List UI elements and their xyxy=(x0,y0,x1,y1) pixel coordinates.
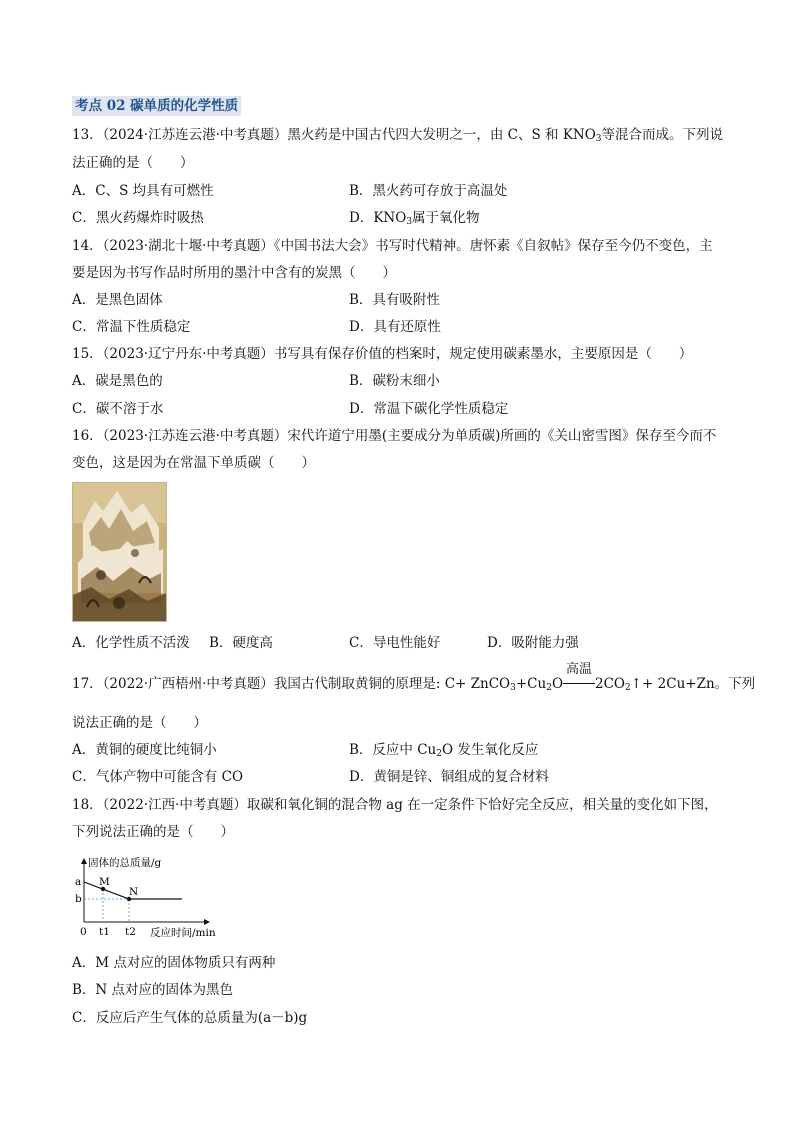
q17-sub-1: 3 xyxy=(510,683,516,693)
q14-option-c: C．常温下性质稳定 xyxy=(72,319,191,335)
q14-option-d: D．具有还原性 xyxy=(349,319,441,335)
y-tick-b: b xyxy=(75,893,82,905)
y-axis-arrow xyxy=(81,858,87,864)
y-tick-a: a xyxy=(75,876,82,888)
painting-svg xyxy=(73,483,166,621)
q13-option-d-b: 属于氧化物 xyxy=(412,210,480,226)
x-tick-t2: t2 xyxy=(125,926,136,938)
q13-option-d-a: D．KNO xyxy=(349,210,407,226)
q13-option-b: B．黑火药可存放于高温处 xyxy=(349,183,508,199)
q17-option-d: D．黄铜是锌、铜组成的复合材料 xyxy=(349,769,549,785)
q18-option-b: B．N 点对应的固体为黑色 xyxy=(72,982,234,998)
q17-option-b-sub: 2 xyxy=(436,749,442,759)
q15-stem-line1: 15．（2023·辽宁丹东·中考真题）书写具有保存价值的档案时，规定使用碳素墨水，主要原因是（ ） xyxy=(72,346,693,362)
q17-lead: 17．（2022·广西梧州·中考真题）我国古代制取黄铜的原理是: C+ ZnCO xyxy=(72,676,511,692)
landscape-painting-image xyxy=(72,482,167,622)
q13-option-d xyxy=(349,208,480,228)
q18-stem-line1: 18．（2022·江西·中考真题）取碳和氧化铜的混合物 ag 在一定条件下恰好完全反应，相关量的变化如下图， xyxy=(72,797,718,813)
q17-sub-3: 2 xyxy=(625,683,631,693)
label-m: M xyxy=(99,876,110,888)
y-axis-label: 固体的总质量/g xyxy=(88,857,162,869)
reaction-condition-label: 高温 xyxy=(566,662,593,677)
q15-option-b: B．碳粉末细小 xyxy=(349,373,440,389)
q17-mid: +Cu xyxy=(515,676,547,692)
q16-option-d: D．吸附能力强 xyxy=(487,635,579,651)
q13-option-d-sub: 3 xyxy=(406,217,413,227)
q13-option-a: A．C、S 均具有可燃性 xyxy=(72,183,214,199)
reaction-condition xyxy=(563,662,595,694)
q13-stem-b: 等混合而成。下列说 xyxy=(601,127,724,143)
q17-option-b-b: O 发生氧化反应 xyxy=(441,742,539,758)
q16-option-b: B．硬度高 xyxy=(209,635,273,651)
q13-sub: 3 xyxy=(595,134,602,144)
x-axis-arrow xyxy=(204,919,210,925)
q14-stem-line1: 14．（2023·湖北十堰·中考真题）《中国书法大会》书写时代精神。唐怀素《自叙帖》保存至今仍不变色，主 xyxy=(72,238,713,254)
q16-option-a: A．化学性质不活泼 xyxy=(72,635,190,651)
q13-stem-line2: 法正确的是（ ） xyxy=(72,155,194,171)
q17-option-b xyxy=(349,740,538,760)
q14-option-b: B．具有吸附性 xyxy=(349,292,440,308)
q17-tail: ↑+ 2Cu+Zn。下列 xyxy=(630,676,756,692)
q16-stem-line2: 变色，这是因为在常温下单质碳（ ） xyxy=(72,455,315,471)
q13-stem-line1 xyxy=(72,125,723,145)
graph-svg xyxy=(72,856,232,942)
x-axis-label: 反应时间/min xyxy=(150,927,216,939)
section-title: 考点 02 碳单质的化学性质 xyxy=(72,96,241,116)
q17-option-a: A．黄铜的硬度比纯铜小 xyxy=(72,742,217,758)
q16-stem-line1: 16．（2023·江苏连云港·中考真题）宋代许道宁用墨(主要成分为单质碳)所画的《关山密雪图》保存至今而不 xyxy=(72,428,717,444)
origin-label: 0 xyxy=(80,926,87,938)
q17-mid2: O xyxy=(551,676,564,692)
q15-option-c: C．碳不溶于水 xyxy=(72,401,164,417)
q15-option-d: D．常温下碳化学性质稳定 xyxy=(349,401,509,417)
q14-stem-line2: 要是因为书写作品时所用的墨汁中含有的炭黑（ ） xyxy=(72,265,396,281)
q17-sub-2: 2 xyxy=(546,683,552,693)
q17-after: 2CO xyxy=(595,676,626,692)
q18-option-a: A．M 点对应的固体物质只有两种 xyxy=(72,955,276,971)
q17-option-c: C．气体产物中可能含有 CO xyxy=(72,769,244,785)
q14-option-a: A．是黑色固体 xyxy=(72,292,163,308)
x-tick-t1: t1 xyxy=(99,926,110,938)
q17-stem-line1 xyxy=(72,662,756,694)
q18-option-c: C．反应后产生气体的总质量为(a－b)g xyxy=(72,1010,308,1026)
mass-time-graph xyxy=(72,856,232,942)
q15-option-a: A．碳是黑色的 xyxy=(72,373,163,389)
q16-option-c: C．导电性能好 xyxy=(349,635,441,651)
q18-stem-line2: 下列说法正确的是（ ） xyxy=(72,824,234,840)
q13-stem-a: 13．（2024·江苏连云港·中考真题）黑火药是中国古代四大发明之一，由 C、S 和 KNO xyxy=(72,127,596,143)
label-n: N xyxy=(129,886,139,898)
q17-stem-line2: 说法正确的是（ ） xyxy=(72,715,207,731)
q13-option-c: C．黑火药爆炸时吸热 xyxy=(72,210,204,226)
reaction-arrow-line xyxy=(563,683,595,684)
q17-option-b-a: B．反应中 Cu xyxy=(349,742,437,758)
